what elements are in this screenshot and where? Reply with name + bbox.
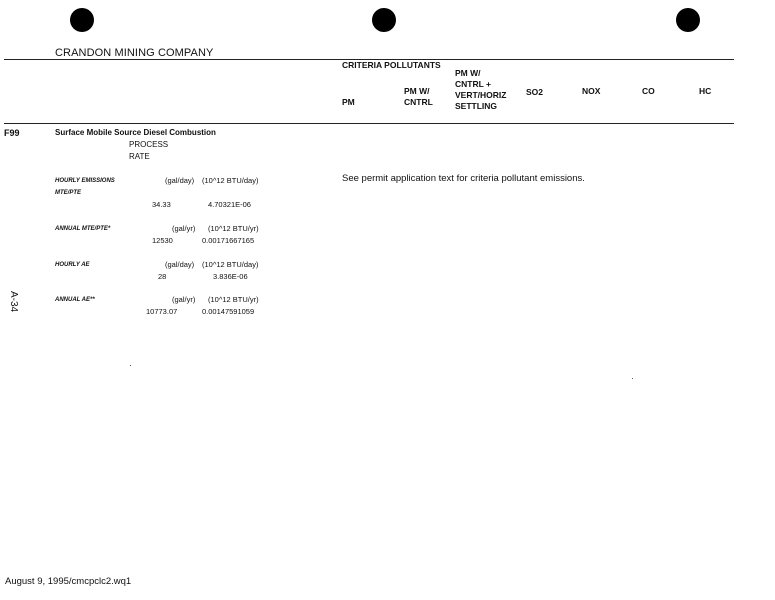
punch-hole-right [676, 8, 700, 32]
company-name: CRANDON MINING COMPANY [55, 47, 214, 59]
row-unit1-annual-mte-pte: (gal/yr) [172, 224, 196, 233]
source-code: F99 [4, 128, 20, 138]
col-head-pm-cntrl-vert-line2: CNTRL + [455, 79, 491, 89]
row-value2-hourly-emissions: 4.70321E-06 [208, 200, 251, 209]
row-unit2-annual-mte-pte: (10^12 BTU/yr) [208, 224, 259, 233]
col-head-pm-cntrl-vert-line3: VERT/HORIZ [455, 90, 507, 100]
process-label: PROCESS [129, 140, 169, 149]
row-label-annual-mte-pte: ANNUAL MTE/PTE* [55, 226, 111, 232]
rate-label: RATE [129, 152, 150, 161]
row-unit2-hourly-emissions: (10^12 BTU/day) [202, 176, 259, 185]
row-value2-annual-mte-pte: 0.00171667165 [202, 236, 255, 245]
col-head-pm-cntrl-vert-line1: PM W/ [455, 68, 481, 78]
col-head-so2: SO2 [526, 87, 544, 97]
row-unit2-hourly-ae: (10^12 BTU/day) [202, 260, 259, 269]
header-bottom-rule [4, 123, 734, 124]
side-page-number: A-34 [8, 290, 20, 313]
col-head-co: CO [642, 86, 655, 96]
col-head-nox: NOX [582, 86, 601, 96]
footer-date-file: August 9, 1995/cmcpclc2.wq1 [5, 576, 132, 587]
col-head-pm-cntrl-line2: CNTRL [404, 97, 433, 107]
col-head-pm-cntrl-vert-line4: SETTLING [455, 101, 498, 111]
row-unit1-annual-ae: (gal/yr) [172, 295, 196, 304]
row-value1-hourly-emissions: 34.33 [152, 200, 171, 209]
scan-speck [130, 365, 131, 366]
row-sublabel-mte-pte: MTE/PTE [55, 190, 82, 196]
col-head-pm-cntrl-line1: PM W/ [404, 86, 430, 96]
col-head-pm: PM [342, 97, 355, 107]
source-title: Surface Mobile Source Diesel Combustion [55, 128, 216, 137]
col-head-pm-cntrl-vert [455, 68, 506, 112]
row-label-annual-ae: ANNUAL AE** [55, 297, 95, 303]
col-head-pm-cntrl [404, 86, 433, 108]
col-head-hc: HC [699, 86, 712, 96]
row-unit1-hourly-emissions: (gal/day) [165, 176, 195, 185]
section-title: CRITERIA POLLUTANTS [342, 60, 441, 70]
row-unit1-hourly-ae: (gal/day) [165, 260, 195, 269]
row-value1-annual-ae: 10773.07 [146, 307, 178, 316]
scan-speck [632, 378, 633, 379]
row-value2-annual-ae: 0.00147591059 [202, 307, 255, 316]
row-unit2-annual-ae: (10^12 BTU/yr) [208, 295, 259, 304]
row-label-hourly-emissions: HOURLY EMISSIONS [55, 178, 115, 184]
row-value2-hourly-ae: 3.836E-06 [213, 272, 248, 281]
punch-hole-center [372, 8, 396, 32]
row-value1-hourly-ae: 28 [158, 272, 167, 281]
punch-hole-left [70, 8, 94, 32]
permit-note: See permit application text for criteria pollutant emissions. [342, 173, 585, 184]
row-value1-annual-mte-pte: 12530 [152, 236, 173, 245]
row-label-hourly-ae: HOURLY AE [55, 262, 90, 268]
